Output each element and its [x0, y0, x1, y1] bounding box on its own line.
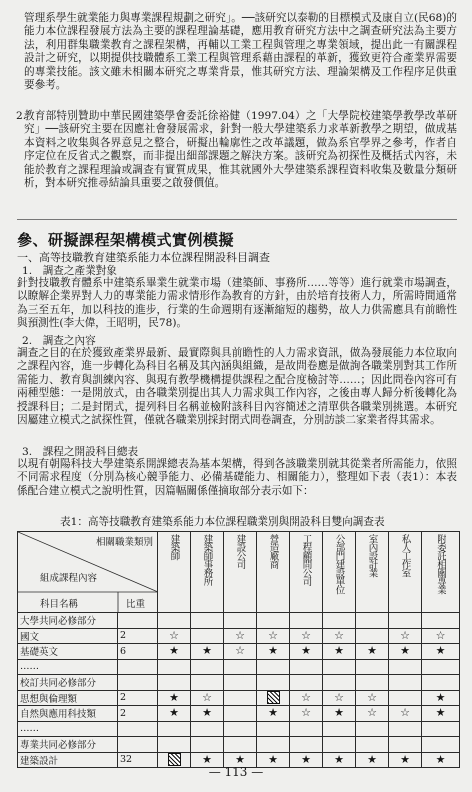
paragraph-1-1: 針對技職教育體系中建築系畢業生就業市場（建築師、事務所……等等）進行就業市場調查，以瞭解企業界對人力的專業能力需求情形作為教育的方針，由於培育技術人力，所需時間通常為三至五年，加以科技的進步，行業的生命週期有逐漸縮短的趨勢，故人力供需應具有前瞻性與預測性(李大偉，王昭明，民78)。	[17, 277, 457, 330]
occupation-header	[224, 532, 257, 613]
occupation-header	[158, 532, 191, 613]
subject-name-cell: 校訂共同必修部分	[18, 675, 118, 691]
filled-star-cell: ★	[224, 752, 257, 768]
empty-cell	[389, 675, 422, 691]
ratio-cell: 2	[118, 628, 158, 644]
occupation-header	[191, 532, 224, 613]
filled-star-cell: ★	[158, 644, 191, 660]
empty-cell	[389, 737, 422, 753]
filled-star-cell: ★	[356, 752, 389, 768]
hollow-star-cell: ☆	[389, 628, 422, 644]
occupation-label: 建築師事務所	[201, 534, 213, 585]
filled-star-cell: ★	[323, 644, 356, 660]
empty-cell	[422, 737, 460, 753]
hollow-star-cell: ☆	[257, 628, 290, 644]
table-body	[18, 613, 460, 768]
table-row	[18, 737, 460, 753]
table-corner-cell	[18, 532, 158, 613]
subject-name-cell: 基礎英文	[18, 644, 118, 660]
table-header-row	[18, 532, 460, 613]
hollow-star-cell: ☆	[389, 706, 422, 722]
filled-star-cell: ★	[290, 644, 323, 660]
table-row	[18, 659, 460, 675]
empty-cell	[224, 613, 257, 629]
hollow-star-cell: ☆	[224, 628, 257, 644]
empty-cell	[257, 675, 290, 691]
filled-star-cell: ★	[158, 706, 191, 722]
hollow-star-cell: ☆	[290, 628, 323, 644]
table-row	[18, 644, 460, 660]
empty-cell	[224, 690, 257, 706]
occupation-header	[389, 532, 422, 613]
empty-cell	[224, 721, 257, 737]
hollow-star-cell: ☆	[290, 706, 323, 722]
occupation-label: 室內設計業	[366, 534, 378, 577]
occupation-header	[323, 532, 356, 613]
subject-name-cell: 專業共同必修部分	[18, 737, 118, 753]
hollow-star-cell: ☆	[290, 690, 323, 706]
subject-name-cell: 國文	[18, 628, 118, 644]
table-row	[18, 721, 460, 737]
empty-cell	[191, 628, 224, 644]
empty-cell	[290, 675, 323, 691]
filled-star-cell: ★	[290, 752, 323, 768]
empty-cell	[257, 737, 290, 753]
filled-star-cell: ★	[422, 752, 460, 768]
ratio-cell	[118, 737, 158, 753]
empty-cell	[422, 721, 460, 737]
empty-cell	[191, 613, 224, 629]
empty-cell	[158, 721, 191, 737]
occupation-label: 營造廠商	[267, 534, 279, 568]
ratio-cell: 32	[118, 752, 158, 768]
empty-cell	[389, 721, 422, 737]
subsection-heading: 一、高等技職教育建築系能力本位課程開設科目調查	[17, 251, 270, 264]
empty-cell	[323, 659, 356, 675]
hollow-star-cell: ☆	[224, 644, 257, 660]
hollow-star-cell: ☆	[356, 706, 389, 722]
table-row	[18, 706, 460, 722]
table-caption: 表1：高等技職教育建築系能力本位課程職業別與開設科目雙向調查表	[60, 516, 385, 528]
filled-star-cell: ★	[191, 644, 224, 660]
empty-cell	[356, 675, 389, 691]
empty-cell	[389, 613, 422, 629]
empty-cell	[257, 721, 290, 737]
filled-star-cell: ★	[323, 752, 356, 768]
filled-star-cell: ★	[257, 752, 290, 768]
ratio-cell	[118, 613, 158, 629]
empty-cell	[158, 675, 191, 691]
intro-paragraph-2	[16, 110, 457, 190]
item-heading-1: 1. 調查之產業對象	[22, 265, 117, 277]
occupation-label: 私人工作室	[399, 534, 411, 577]
hollow-star-cell: ☆	[158, 628, 191, 644]
ratio-cell	[118, 659, 158, 675]
item-heading-2: 2. 調查之內容	[22, 335, 96, 347]
filled-star-cell: ★	[257, 644, 290, 660]
empty-cell	[356, 659, 389, 675]
ratio-cell	[118, 675, 158, 691]
empty-cell	[224, 737, 257, 753]
empty-cell	[356, 613, 389, 629]
hollow-star-cell: ☆	[323, 690, 356, 706]
ratio-cell: 2	[118, 706, 158, 722]
table-row	[18, 628, 460, 644]
empty-cell	[290, 613, 323, 629]
table-row	[18, 690, 460, 706]
filled-star-cell: ★	[257, 706, 290, 722]
empty-cell	[158, 613, 191, 629]
empty-cell	[191, 659, 224, 675]
paragraph-1-3: 以現有朝陽科技大學建築系開課總表為基本架構，得到各該職業別就其從業者所需能力，依照不同需求程度（分別為核心競爭能力、必備基礎能力、相關能力），整理如下表（表1）：本表係配合建立模式之說明性質，因篇幅關係僅摘取部分表示如下：	[17, 458, 457, 497]
empty-cell	[422, 613, 460, 629]
section-divider	[17, 219, 457, 220]
empty-cell	[389, 690, 422, 706]
empty-cell	[422, 659, 460, 675]
paragraph-text: 教育部特別贊助中華民國建築學會委託徐裕健（1997.04）之「大學院校建築學教學改革研究」──該研究主要在因應社會發展需求，針對一般大學建築系力求革新教學之期望，做成基本資料之收集與各界意見之整合，研擬出輪廓性之改革議題，做為系官學界之參考，作者自序定位在反省式之觀察，而非提出細部課題之解決方案。該研究為初探性及概括式內容，未能於教育之課程理論或調查有實質成果，惟其就國外大學建築系課程資料收集及數量分類研析，對本研究推尋結論具重要之啟發價值。	[24, 110, 457, 190]
corner-label-occupation: 相關職業類別	[95, 537, 153, 548]
empty-cell	[389, 659, 422, 675]
occupation-header	[290, 532, 323, 613]
table-row	[18, 613, 460, 629]
empty-cell	[191, 737, 224, 753]
hollow-star-cell: ☆	[191, 690, 224, 706]
empty-cell	[323, 613, 356, 629]
empty-cell	[257, 659, 290, 675]
filled-star-cell: ★	[191, 706, 224, 722]
filled-star-cell: ★	[158, 690, 191, 706]
hollow-star-cell: ☆	[356, 690, 389, 706]
empty-cell	[356, 737, 389, 753]
occupation-label: 建築師	[168, 534, 180, 560]
empty-cell	[290, 659, 323, 675]
filled-star-cell: ★	[422, 690, 460, 706]
ratio-cell: 2	[118, 690, 158, 706]
empty-cell	[191, 721, 224, 737]
subject-name-cell: ……	[18, 721, 118, 737]
empty-cell	[257, 613, 290, 629]
subject-name-cell: 大學共同必修部分	[18, 613, 118, 629]
occupation-header	[422, 532, 460, 613]
empty-cell	[323, 721, 356, 737]
occupation-label: 附委託相關專業	[435, 534, 446, 594]
occupation-label: 工程顧問公司	[300, 534, 312, 585]
occupation-label: 建設公司	[234, 534, 246, 568]
subject-name-cell: 自然與應用科技類	[18, 706, 118, 722]
filled-star-cell: ★	[422, 644, 460, 660]
subject-name-cell: 思想與倫理類	[18, 690, 118, 706]
empty-cell	[356, 628, 389, 644]
empty-cell	[158, 659, 191, 675]
corner-label-content: 組成課程內容	[40, 573, 98, 584]
empty-cell	[191, 675, 224, 691]
filled-star-cell: ★	[356, 644, 389, 660]
subject-name-cell: ……	[18, 659, 118, 675]
empty-cell	[158, 737, 191, 753]
subject-name-cell: 建築設計	[18, 752, 118, 768]
section-heading: 參、研擬課程架構模式實例模擬	[17, 231, 235, 249]
empty-cell	[323, 675, 356, 691]
ratio-cell	[118, 721, 158, 737]
occupation-label: 公部門建設單位	[333, 534, 345, 594]
filled-star-cell: ★	[422, 706, 460, 722]
occupation-header	[257, 532, 290, 613]
occupation-header	[356, 532, 389, 613]
intro-paragraph-1: 管理系學生就業能力與專業課程規劃之研究」。──該研究以泰勒的目標模式及康自立(民68)的能力本位課程發展方法為主要的課程理論基礎，應用教育研究方法中之調查研究法為主要方法，利用群集職業教育之課程架構，再輔以工業工程與管理之專業領域，提出此一有關課程設計之研究，以期提供技職體系工業工程與管理系藉由課程的革新，獲致更符合產業界需要的專業技能。該文雖未相關本研究之專業背景，惟其研究方法、理論架構及工作程序足供重要參考。	[24, 12, 457, 92]
filled-star-cell: ★	[389, 644, 422, 660]
empty-cell	[356, 721, 389, 737]
item-heading-3: 3. 課程之開設科目總表	[22, 446, 139, 458]
empty-cell	[323, 737, 356, 753]
empty-cell	[422, 675, 460, 691]
filled-star-cell: ★	[323, 706, 356, 722]
hatched-square-icon	[267, 691, 280, 704]
filled-star-cell: ★	[389, 752, 422, 768]
hollow-star-cell: ☆	[422, 628, 460, 644]
empty-cell	[290, 737, 323, 753]
hollow-star-cell: ☆	[323, 628, 356, 644]
page-number: — 113 —	[208, 765, 264, 779]
table-row	[18, 675, 460, 691]
ratio-header: 比重	[126, 599, 146, 610]
list-number: 2.	[16, 110, 27, 122]
empty-cell	[224, 706, 257, 722]
empty-cell	[224, 659, 257, 675]
survey-matrix-table	[17, 531, 460, 768]
empty-cell	[290, 721, 323, 737]
corner-label-subject: 科目名稱	[40, 599, 79, 610]
paragraph-1-2: 調查之目的在於獲致產業界最新、最實際與具前瞻性的人力需求資訊，做為發展能力本位取向之課程內容，進一步轉化為科目名稱及其內涵與組織，是故問卷應是做詢各職業別對其工作所需能力、教育與訓練內容、與現有教學機構提供課程之配合度檢討等……；因此問卷內容可有兩種型態：一是開放式，由各職業別提出其人力需求與工作內容，之後由專人歸分析後轉化為授課科目；二是封閉式，提列科目名稱並檢附該科目內容簡述之清單供各職業別挑選。本研究因屬建立模式之試探性質，僅就各職業別採封閉式問卷調查，分別訪談二家業者得其需求。	[17, 347, 457, 427]
empty-cell	[224, 675, 257, 691]
hatched-mark-cell	[257, 690, 290, 706]
filled-star-cell: ★	[191, 752, 224, 768]
ratio-cell: 6	[118, 644, 158, 660]
